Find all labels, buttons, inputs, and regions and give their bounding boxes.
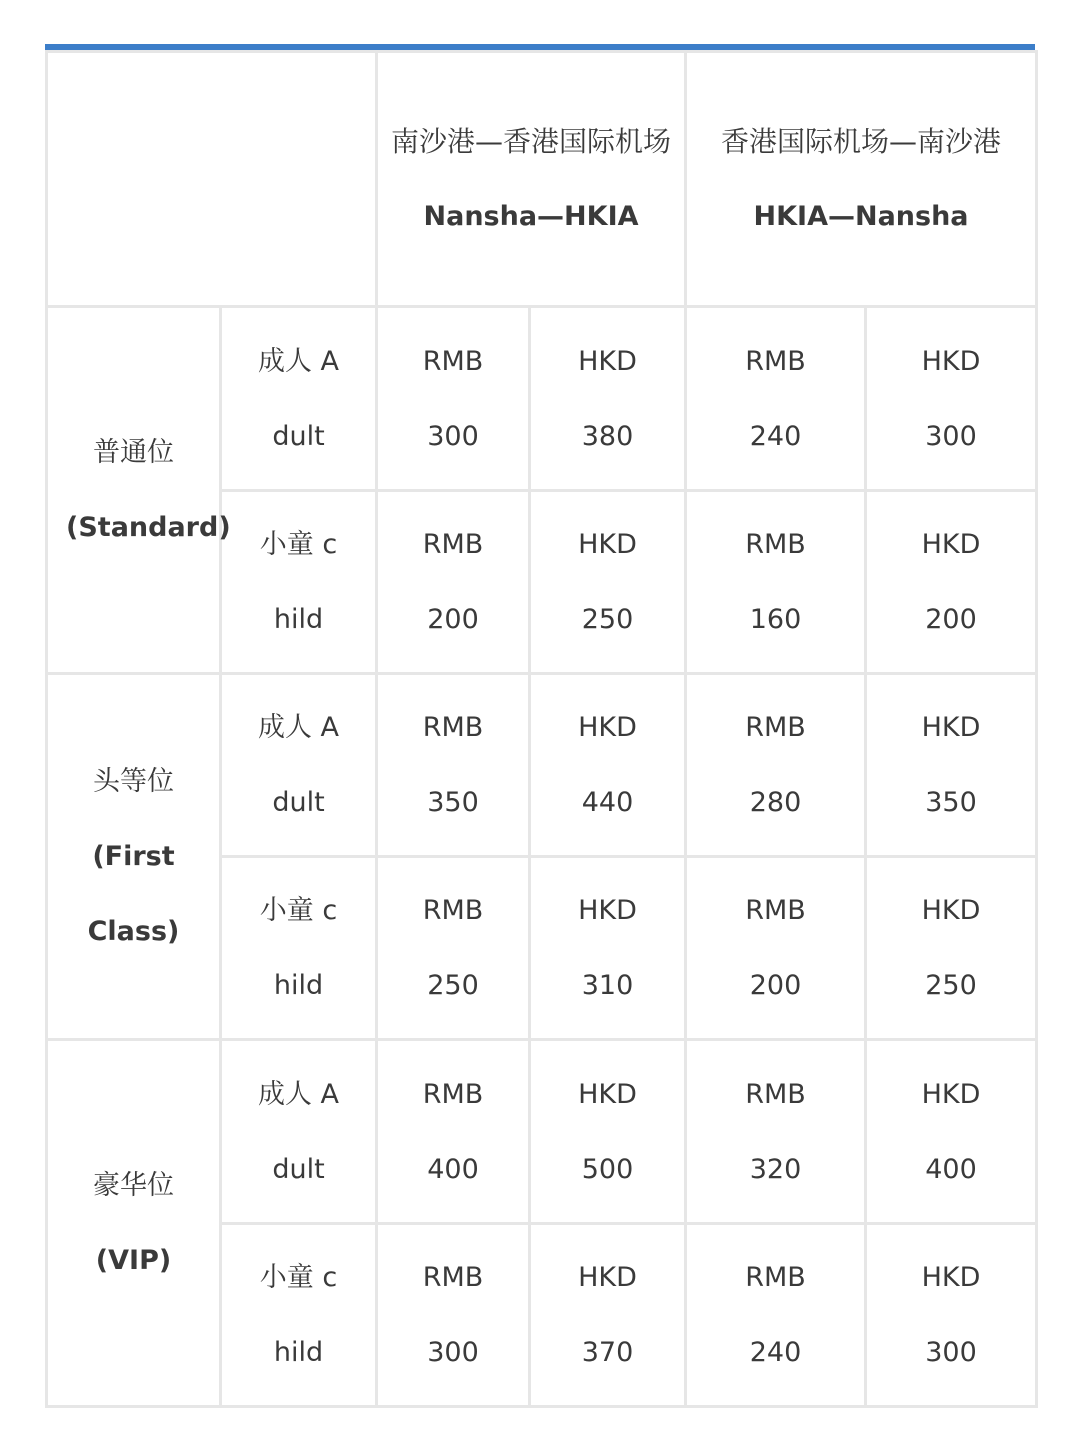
table-row <box>47 1040 1037 1223</box>
passenger-type-zh: 小童 c <box>259 1261 338 1293</box>
passenger-type-cell <box>221 307 377 490</box>
fare-table-frame <box>45 44 1035 1408</box>
amount: 400 <box>427 1153 479 1185</box>
fare-cell <box>530 673 686 856</box>
currency: HKD <box>578 1261 637 1293</box>
passenger-type-zh: 小童 c <box>259 528 338 560</box>
route-return-en: HKIA—Nansha <box>753 201 969 233</box>
fare-cell <box>377 490 530 673</box>
header-corner-cell <box>47 52 377 307</box>
amount: 370 <box>581 1336 634 1368</box>
fare-cell <box>377 857 530 1040</box>
route-outbound-en: Nansha—HKIA <box>423 201 639 233</box>
amount: 500 <box>581 1153 634 1185</box>
currency: HKD <box>921 1261 981 1293</box>
amount: 300 <box>925 420 977 452</box>
amount: 160 <box>749 603 802 635</box>
currency: HKD <box>921 1078 981 1110</box>
fare-cell <box>866 490 1037 673</box>
currency: RMB <box>422 712 484 744</box>
class-cell-standard <box>47 307 231 674</box>
passenger-type-cell <box>221 857 377 1040</box>
currency: RMB <box>745 895 806 927</box>
amount: 300 <box>925 1336 977 1368</box>
route-return-zh: 香港国际机场—南沙港 <box>721 125 1002 159</box>
currency: HKD <box>578 345 637 377</box>
fare-cell <box>866 857 1037 1040</box>
class-cell-first <box>47 673 221 1040</box>
route-outbound-zh: 南沙港—香港国际机场 <box>391 125 672 159</box>
currency: RMB <box>422 1078 484 1110</box>
currency: RMB <box>422 528 484 560</box>
passenger-type-cell <box>221 490 377 673</box>
class-name-zh: 头等位 <box>93 766 174 798</box>
fare-cell <box>377 307 530 490</box>
amount: 380 <box>581 420 634 452</box>
passenger-type-en: dult <box>272 1153 325 1185</box>
currency: RMB <box>745 528 806 560</box>
currency: RMB <box>745 345 806 377</box>
amount: 250 <box>427 970 479 1002</box>
class-name-zh: 豪华位 <box>93 1170 174 1202</box>
amount: 350 <box>427 787 479 819</box>
amount: 280 <box>749 787 802 819</box>
amount: 400 <box>925 1153 977 1185</box>
class-name-zh: 普通位 <box>93 437 174 469</box>
amount: 250 <box>581 603 634 635</box>
passenger-type-zh: 成人 A <box>257 712 340 744</box>
passenger-type-cell <box>221 673 377 856</box>
class-name-en: (First Class) <box>87 841 180 948</box>
passenger-type-cell <box>221 1040 377 1223</box>
amount: 250 <box>925 970 977 1002</box>
table-row <box>47 307 1037 490</box>
amount: 240 <box>749 420 802 452</box>
amount: 300 <box>427 1336 479 1368</box>
amount: 320 <box>749 1153 802 1185</box>
fare-table <box>45 50 1038 1408</box>
currency: HKD <box>578 1078 637 1110</box>
currency: HKD <box>578 895 637 927</box>
passenger-type-zh: 小童 c <box>259 895 338 927</box>
header-route-outbound <box>377 52 686 307</box>
fare-cell <box>530 307 686 490</box>
fare-cell <box>686 857 866 1040</box>
class-name-en: (Standard) <box>66 512 231 544</box>
amount: 440 <box>581 787 634 819</box>
class-name-en: (VIP) <box>95 1245 172 1277</box>
currency: HKD <box>921 712 981 744</box>
currency: RMB <box>422 895 484 927</box>
fare-cell <box>377 1223 530 1406</box>
currency: HKD <box>578 528 637 560</box>
fare-cell <box>530 857 686 1040</box>
header-row <box>47 52 1037 307</box>
amount: 300 <box>427 420 479 452</box>
fare-cell <box>686 673 866 856</box>
currency: RMB <box>745 712 806 744</box>
currency: HKD <box>578 712 637 744</box>
amount: 200 <box>749 970 802 1002</box>
currency: RMB <box>745 1078 806 1110</box>
fare-cell <box>686 1223 866 1406</box>
fare-cell <box>686 1040 866 1223</box>
currency: HKD <box>921 345 981 377</box>
passenger-type-zh: 成人 A <box>257 345 340 377</box>
currency: HKD <box>921 528 981 560</box>
class-cell-vip <box>47 1040 221 1407</box>
fare-cell <box>686 307 866 490</box>
amount: 200 <box>427 603 479 635</box>
table-row <box>47 673 1037 856</box>
passenger-type-en: dult <box>272 420 325 452</box>
header-route-return <box>686 52 1037 307</box>
passenger-type-cell <box>221 1223 377 1406</box>
fare-cell <box>866 1040 1037 1223</box>
fare-cell <box>530 1040 686 1223</box>
amount: 240 <box>749 1336 802 1368</box>
passenger-type-en: hild <box>273 603 324 635</box>
fare-cell <box>866 1223 1037 1406</box>
fare-cell <box>377 1040 530 1223</box>
fare-cell <box>530 490 686 673</box>
currency: RMB <box>422 345 484 377</box>
fare-cell <box>686 490 866 673</box>
fare-cell <box>866 307 1037 490</box>
currency: HKD <box>921 895 981 927</box>
currency: RMB <box>422 1261 484 1293</box>
fare-cell <box>377 673 530 856</box>
passenger-type-en: hild <box>273 970 324 1002</box>
passenger-type-en: hild <box>273 1336 324 1368</box>
fare-cell <box>530 1223 686 1406</box>
passenger-type-zh: 成人 A <box>257 1078 340 1110</box>
passenger-type-en: dult <box>272 787 325 819</box>
currency: RMB <box>745 1261 806 1293</box>
amount: 350 <box>925 787 977 819</box>
amount: 200 <box>925 603 977 635</box>
fare-cell <box>866 673 1037 856</box>
amount: 310 <box>581 970 634 1002</box>
